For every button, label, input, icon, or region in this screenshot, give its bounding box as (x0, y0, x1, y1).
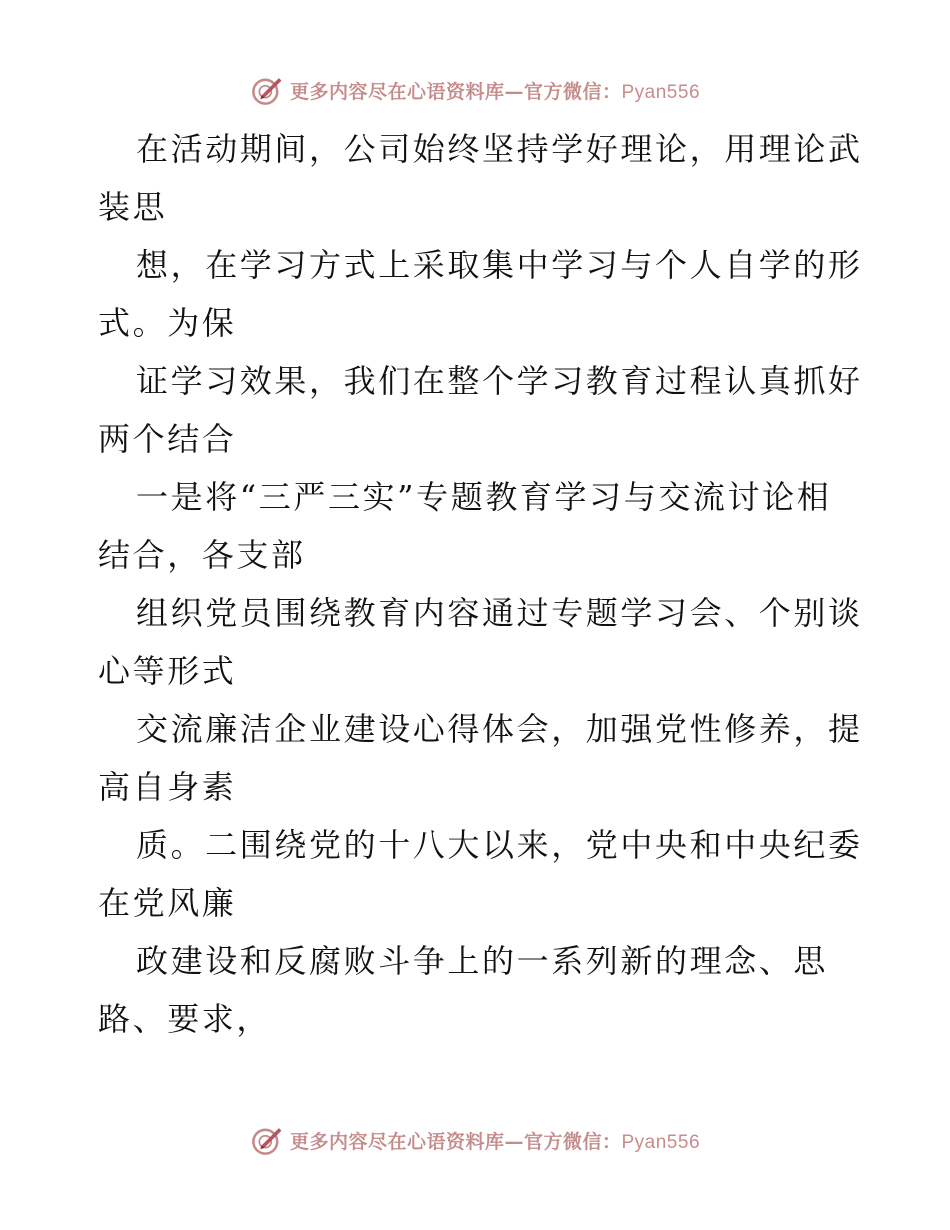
text-line: 心等形式 (98, 652, 237, 690)
text-line: 一是将“三严三实”专题教育学习与交流讨论相 (136, 478, 832, 516)
pen-logo-icon (250, 73, 284, 107)
text-line: 政建设和反腐败斗争上的一系列新的理念、思 (136, 942, 829, 980)
text-line: 路、要求， (98, 1000, 272, 1038)
text-line: 想，在学习方式上采取集中学习与个人自学的形 (136, 246, 863, 284)
header-watermark-banner (0, 70, 950, 110)
text-line: 式。为保 (98, 304, 237, 342)
text-line: 结合，各支部 (98, 536, 306, 574)
text-line: 两个结合 (98, 420, 237, 458)
document-body (98, 120, 863, 1048)
footer-banner-label: 更多内容尽在心语资料库—官方微信：Pyan556 (289, 1130, 701, 1153)
footer-wechat-id: Pyan556 (621, 1131, 701, 1153)
header-wechat-id: Pyan556 (621, 81, 701, 103)
text-line: 在活动期间，公司始终坚持学好理论，用理论武 (136, 130, 863, 168)
pen-logo-icon (250, 1123, 284, 1157)
text-line: 交流廉洁企业建设心得体会，加强党性修养，提 (136, 710, 863, 748)
text-line: 证学习效果，我们在整个学习教育过程认真抓好 (136, 362, 863, 400)
text-line: 质。二围绕党的十八大以来，党中央和中央纪委 (136, 826, 863, 864)
text-line: 在党风廉 (98, 884, 237, 922)
text-line: 组织党员围绕教育内容通过专题学习会、个别谈 (136, 594, 863, 632)
text-line: 高自身素 (98, 768, 237, 806)
header-banner-label: 更多内容尽在心语资料库—官方微信：Pyan556 (289, 80, 701, 103)
footer-watermark-banner (0, 1120, 950, 1160)
text-line: 装思 (98, 188, 168, 226)
